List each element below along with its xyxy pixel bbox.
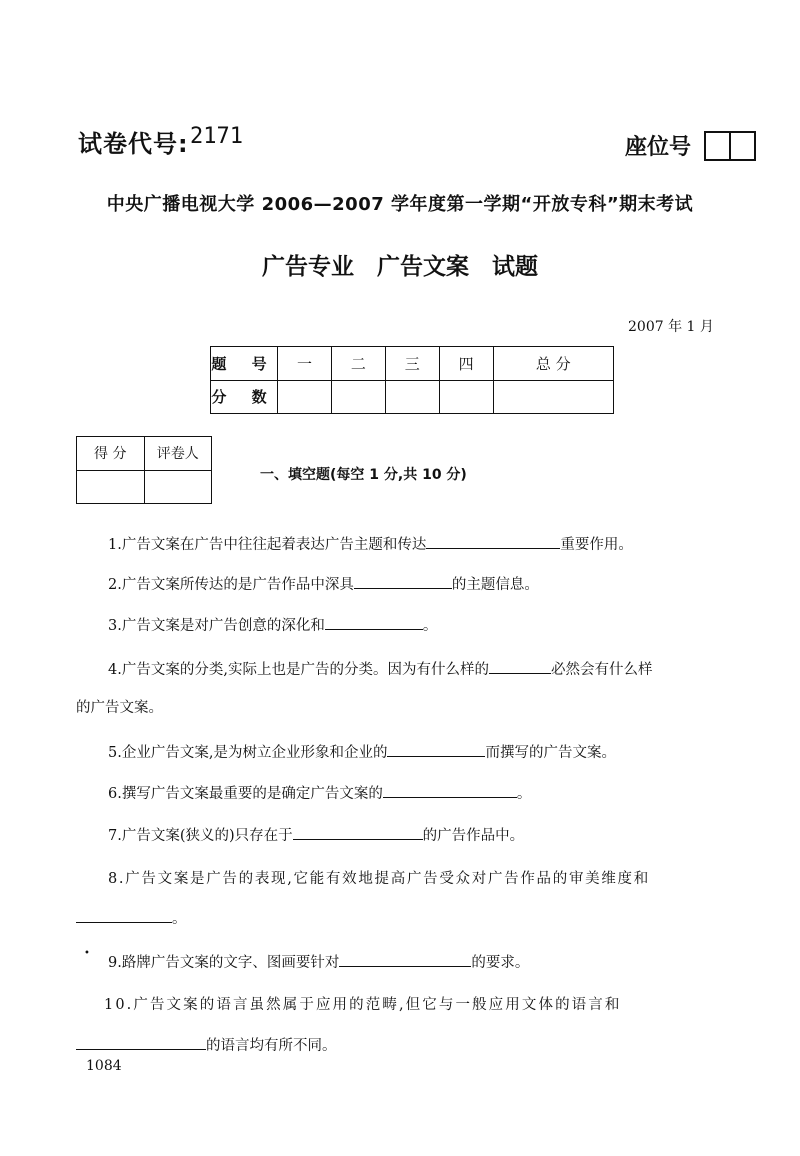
question-text: 4.广告文案的分类,实际上也是广告的分类。因为有什么样的 [108,662,489,678]
grader-score-cell[interactable] [77,470,145,504]
grader-name-cell[interactable] [144,470,212,504]
score-cell[interactable] [278,380,332,414]
question-text: 。 [516,786,532,802]
question-text: 9.路牌广告文案的文字、图画要针对 [108,955,340,971]
question-text: 。 [422,618,438,634]
seat-number-cell [706,133,729,159]
answer-blank[interactable] [354,575,452,589]
answer-blank[interactable] [426,535,560,549]
score-table-score-row [211,380,614,414]
score-table [210,346,614,414]
answer-blank[interactable] [293,826,423,840]
question-text: 2.广告文案所传达的是广告作品中深具 [108,577,354,593]
answer-blank[interactable] [489,660,551,674]
grader-score-header: 得 分 [77,437,145,471]
grader-name-header: 评卷人 [144,437,212,471]
question-text: 重要作用。 [560,537,633,553]
question-8: 8.广告文案是广告的表现,它能有效地提高广告受众对广告作品的审美维度和 [108,871,650,887]
exam-university-title: 中央广播电视大学 2006—2007 学年度第一学期“开放专科”期末考试 [106,194,694,215]
score-table-column: 四 [439,347,493,381]
score-cell[interactable] [385,380,439,414]
score-cell[interactable] [493,380,613,414]
question-text: 5.企业广告文案,是为树立企业形象和企业的 [108,745,388,761]
answer-blank[interactable] [339,953,471,967]
exam-code-label: 试卷代号: [78,130,189,158]
answer-blank[interactable] [325,616,423,630]
question-text: 。 [172,911,187,927]
seat-number-box [704,131,756,161]
question-number-header: 题 号 [211,347,278,381]
question-3 [108,614,437,635]
question-text: 的要求。 [471,955,530,971]
question-text: 3.广告文案是对广告创意的深化和 [108,618,325,634]
page-number: 1084 [86,1058,122,1074]
exam-subject-title: 广告专业 广告文案 试题 [262,254,538,280]
question-4 [108,658,652,679]
seat-number-label: 座位号 [625,135,692,160]
question-text: 必然会有什么样 [550,662,653,678]
question-text: 而撰写的广告文案。 [485,745,616,761]
grader-table [76,436,212,504]
answer-blank[interactable] [76,1036,206,1050]
exam-code-value: 2171 [190,124,243,149]
question-1 [108,533,633,554]
score-table-column: 一 [278,347,332,381]
score-cell[interactable] [331,380,385,414]
question-text: 7.广告文案(狭义的)只存在于 [108,828,293,844]
question-6 [108,782,531,803]
seat-number-cell [729,133,754,159]
question-text: 6.撰写广告文案最重要的是确定广告文案的 [108,786,383,802]
question-2 [108,573,539,594]
score-table-header-row [211,347,614,381]
stray-mark: • [84,948,90,959]
answer-blank[interactable] [387,743,485,757]
exam-date: 2007 年 1 月 [628,319,714,335]
question-text: 1.广告文案在广告中往往起着表达广告主题和传达 [108,537,427,553]
question-8-continued [76,907,187,928]
score-header: 分 数 [211,380,278,414]
answer-blank[interactable] [76,909,172,923]
question-text: 的广告作品中。 [422,828,525,844]
question-9 [108,951,529,972]
question-text: 的主题信息。 [451,577,539,593]
answer-blank[interactable] [383,784,517,798]
section-title: 一、填空题(每空 1 分,共 10 分) [260,467,467,483]
question-10: 10.广告文案的语言虽然属于应用的范畴,但它与一般应用文体的语言和 [104,997,622,1013]
score-table-column: 总 分 [493,347,613,381]
score-table-column: 二 [331,347,385,381]
question-5 [108,741,616,762]
score-cell[interactable] [439,380,493,414]
question-7 [108,824,524,845]
question-10-continued [76,1034,337,1055]
question-text: 的语言均有所不同。 [206,1038,337,1054]
score-table-column: 三 [385,347,439,381]
question-4-continued: 的广告文案。 [76,700,163,716]
